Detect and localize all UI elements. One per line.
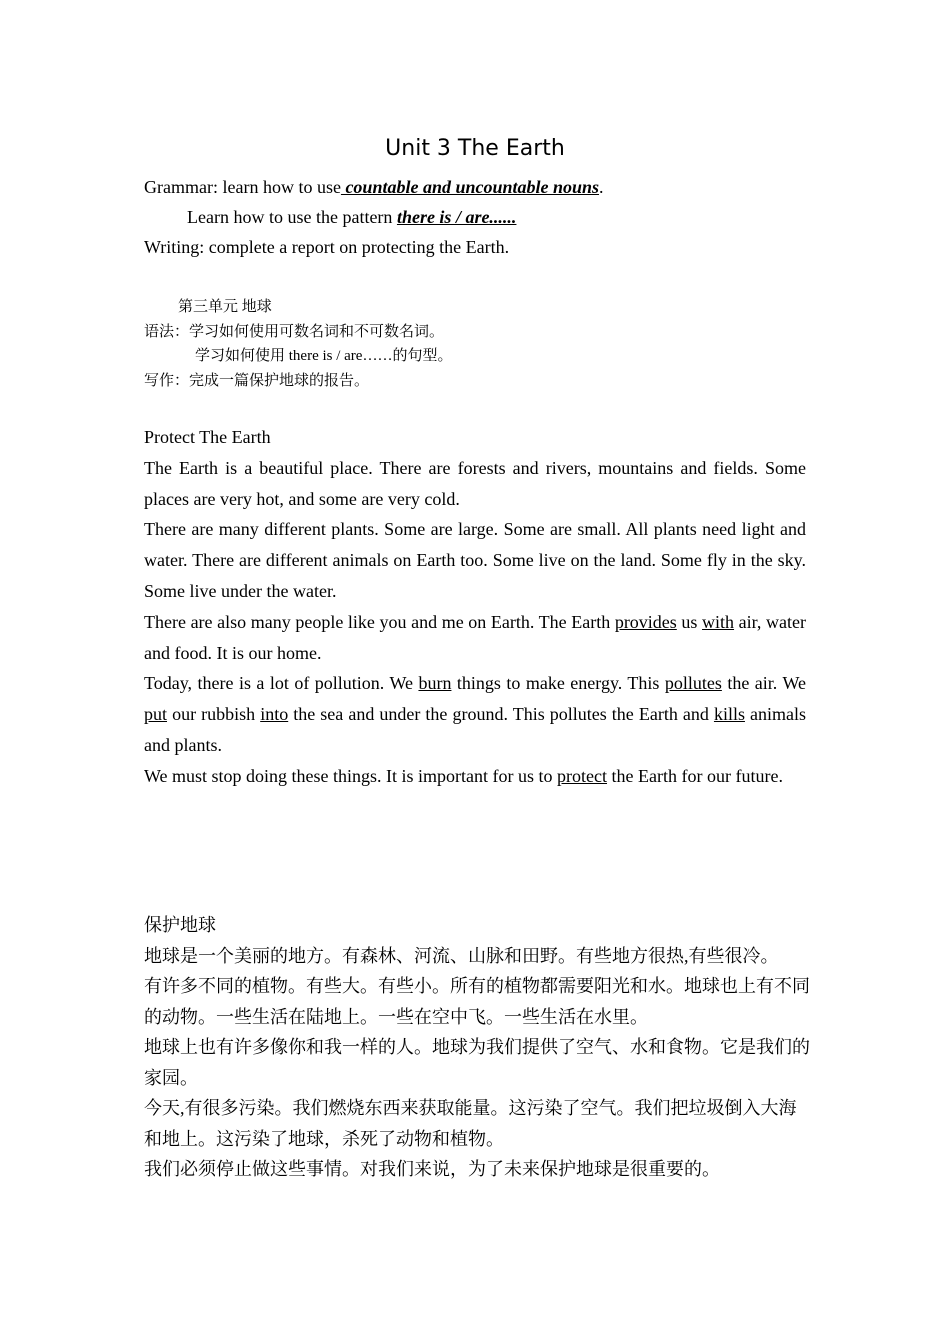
passage-paragraph-4 xyxy=(144,668,806,760)
text-run: There are also many people like you and me on Earth. The Earth xyxy=(144,611,615,632)
writing-line: Writing: complete a report on protecting the Earth. xyxy=(144,237,510,257)
passage-heading: Protect The Earth xyxy=(144,427,271,447)
cn-passage-paragraph-3: 地球上也有许多像你和我一样的人。地球为我们提供了空气、水和食物。它是我们的家园。 xyxy=(144,1037,810,1088)
cn-writing-line: 写作：完成一篇保护地球的报告。 xyxy=(144,373,370,389)
grammar-pattern: there is / are...... xyxy=(396,207,517,227)
underlined-word: kills xyxy=(713,704,745,725)
passage-paragraph-1: The Earth is a beautiful place. There are forests and rivers, mountains and fields. Some places are very hot, and some are very cold. xyxy=(144,457,806,509)
grammar-pattern-prefix: Learn how to use the pattern xyxy=(187,207,397,227)
text-run: things to make energy. This xyxy=(451,673,665,694)
page-title: Unit 3 The Earth xyxy=(385,136,565,161)
underlined-word: burn xyxy=(418,673,452,694)
text-run: air, water and food. It is our home. xyxy=(144,611,806,663)
grammar-pattern-line xyxy=(187,205,516,229)
grammar-end: . xyxy=(599,177,604,197)
cn-passage-paragraph-5: 我们必须停止做这些事情。对我们来说，为了未来保护地球是很重要的。 xyxy=(144,1159,720,1179)
underlined-word: provides xyxy=(614,611,677,632)
text-run: Today, there is a lot of pollution. We xyxy=(144,673,419,694)
text-run: the sea and under the ground. This pollutes the Earth and xyxy=(288,704,714,725)
text-run: the Earth for our future. xyxy=(607,765,783,786)
passage-paragraph-3 xyxy=(144,607,806,669)
text-run: our rubbish xyxy=(167,704,261,725)
underlined-word: put xyxy=(144,704,168,725)
cn-grammar-line: 语法：学习如何使用可数名词和不可数名词。 xyxy=(144,324,445,340)
cn-grammar-line-2: 学习如何使用 there is / are……的句型。 xyxy=(195,348,453,364)
underlined-word: into xyxy=(260,704,289,725)
underlined-word: with xyxy=(702,611,735,632)
text-run: animals and plants. xyxy=(144,704,806,755)
text-run: We must stop doing these things. It is important for us to xyxy=(144,765,558,786)
grammar-topic: countable and uncountable nouns xyxy=(340,177,600,197)
text-run: the air. We xyxy=(721,673,806,694)
grammar-line xyxy=(144,175,604,199)
passage-paragraph-5 xyxy=(144,761,806,792)
cn-passage-paragraph-1: 地球是一个美丽的地方。有森林、河流、山脉和田野。有些地方很热,有些很冷。 xyxy=(144,945,779,966)
text-run: us xyxy=(676,611,703,632)
cn-passage-paragraph-4: 今天,有很多污染。我们燃烧东西来获取能量。这污染了空气。我们把垃圾倒入大海和地上。这污染了地球，杀死了动物和植物。 xyxy=(144,1098,797,1149)
chinese-passage xyxy=(144,910,812,1185)
cn-unit-title: 第三单元 地球 xyxy=(178,299,272,315)
english-passage xyxy=(144,422,806,792)
grammar-label: Grammar: learn how to use xyxy=(144,177,341,197)
cn-passage-paragraph-2: 有许多不同的植物。有些大。有些小。所有的植物都需要阳光和水。地球也上有不同的动物。一些生活在陆地上。一些在空中飞。一些生活在水里。 xyxy=(144,976,810,1027)
passage-paragraph-2: There are many different plants. Some are large. Some are small. All plants need light and water. There are different animals on Earth too. Some live on the land. Some fly in the sky. Some live under the water. xyxy=(144,519,806,601)
underlined-word: protect xyxy=(557,765,608,786)
underlined-word: pollutes xyxy=(664,673,722,694)
cn-passage-heading: 保护地球 xyxy=(144,915,216,935)
